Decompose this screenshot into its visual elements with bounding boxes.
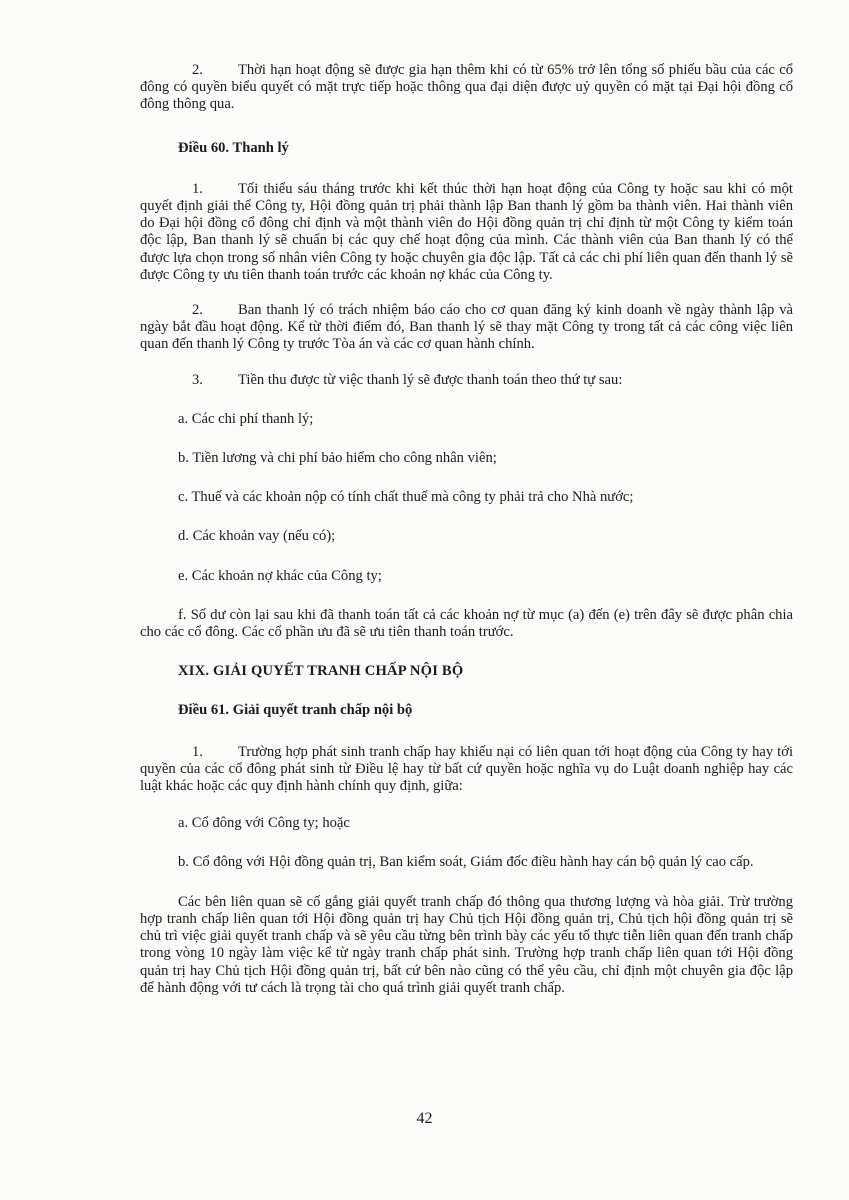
list-item-c: c. Thuế và các khoản nộp có tính chất thuế mà công ty phải trả cho Nhà nước; bbox=[178, 489, 634, 506]
article60-paragraph-2 bbox=[140, 302, 793, 354]
article61-paragraph-1 bbox=[140, 744, 793, 796]
list-item-d: d. Các khoản vay (nếu có); bbox=[178, 528, 336, 545]
paragraph-number: 1. bbox=[192, 180, 203, 197]
paragraph-text: Thời hạn hoạt động sẽ được gia hạn thêm khi có từ 65% trở lên tổng số phiếu bầu của các cổ đông có quyền biểu quyết có mặt trực tiếp hoặc thông qua đại diện được uỷ quyền có mặt tại Đại hội đồng cổ đông thông qua. bbox=[140, 62, 793, 113]
article59-paragraph-2 bbox=[140, 62, 793, 114]
article61-heading: Điều 61. Giải quyết tranh chấp nội bộ bbox=[178, 702, 413, 719]
list-item-e: e. Các khoản nợ khác của Công ty; bbox=[178, 567, 382, 584]
dispute-item-a: a. Cổ đông với Công ty; hoặc bbox=[178, 815, 350, 832]
list-item-a: a. Các chi phí thanh lý; bbox=[178, 410, 314, 427]
paragraph-number: 1. bbox=[192, 743, 203, 760]
article60-heading: Điều 60. Thanh lý bbox=[178, 139, 289, 156]
dispute-item-b: b. Cổ đông với Hội đồng quản trị, Ban kiểm soát, Giám đốc điều hành hay cán bộ quản lý cao cấp. bbox=[178, 854, 754, 871]
list-item-b: b. Tiền lương và chi phí bảo hiểm cho công nhân viên; bbox=[178, 450, 497, 467]
section-heading: XIX. GIẢI QUYẾT TRANH CHẤP NỘI BỘ bbox=[178, 663, 464, 680]
page-number: 42 bbox=[416, 1110, 433, 1127]
article60-paragraph-3 bbox=[140, 372, 793, 389]
article61-paragraph-resolution: Các bên liên quan sẽ cố gắng giải quyết tranh chấp đó thông qua thương lượng và hòa giải. Trừ trường hợp tranh chấp liên quan tới Hội đồng quản trị hay Chủ tịch Hội đồng quản trị, Chủ tịch hội đồng quản trị sẽ chủ trì việc giải quyết tranh chấp và sẽ yêu cầu từng bên trình bày các yếu tố thực tiễn liên quan đến tranh chấp trong vòng 10 ngày làm việc kể từ ngày tranh chấp phát sinh. Trường hợp tranh chấp liên quan tới Hội đồng quản trị hay Chủ tịch Hội đồng quản trị, bất cứ bên nào cũng có thể yêu cầu, chỉ định một chuyên gia độc lập để hành động với tư cách là trọng tài cho quá trình giải quyết tranh chấp. bbox=[140, 893, 793, 996]
paragraph-text: Ban thanh lý có trách nhiệm báo cáo cho cơ quan đăng ký kinh doanh về ngày thành lập và ngày bắt đầu hoạt động. Kể từ thời điểm đó, Ban thanh lý sẽ thay mặt Công ty trong tất cả các công việc liên quan đến thanh lý Công ty trước Tòa án và các cơ quan hành chính. bbox=[140, 302, 793, 353]
list-item-f: f. Số dư còn lại sau khi đã thanh toán tất cả các khoản nợ từ mục (a) đến (e) trên đây sẽ được phân chia cho các cổ đông. Các cổ phần ưu đã sẽ ưu tiên thanh toán trước. bbox=[140, 606, 793, 641]
paragraph-text: Tối thiểu sáu tháng trước khi kết thúc thời hạn hoạt động của Công ty hoặc sau khi có một quyết định giải thể Công ty, Hội đồng quản trị phải thành lập Ban thanh lý gồm ba thành viên. Hai thành viên do Đại hội đồng cổ đông chỉ định và một thành viên do Hội đồng quản trị chỉ định từ một Công ty kiểm toán độc lập, Ban thanh lý sẽ chuẩn bị các quy chế hoạt động của mình. Các thành viên của Ban thanh lý có thể được lựa chọn trong số nhân viên Công ty hoặc chuyên gia độc lập. Tất cả các chi phí liên quan đến thanh lý sẽ được Công ty ưu tiên thanh toán trước các khoản nợ khác của Công ty. bbox=[140, 180, 793, 283]
paragraph-number: 3. bbox=[192, 371, 203, 388]
paragraph-text: Trường hợp phát sinh tranh chấp hay khiếu nại có liên quan tới hoạt động của Công ty hay tới quyền của các cổ đông phát sinh từ Điều lệ hay từ bất cứ quyền hoặc nghĩa vụ do Luật doanh nghiệp hay các luật khác hoặc các quy định hành chính quy định, giữa: bbox=[140, 743, 793, 795]
paragraph-number: 2. bbox=[192, 302, 203, 319]
article60-paragraph-1 bbox=[140, 181, 793, 284]
paragraph-number: 2. bbox=[192, 62, 203, 78]
paragraph-text: Tiền thu được từ việc thanh lý sẽ được thanh toán theo thứ tự sau: bbox=[238, 371, 623, 388]
